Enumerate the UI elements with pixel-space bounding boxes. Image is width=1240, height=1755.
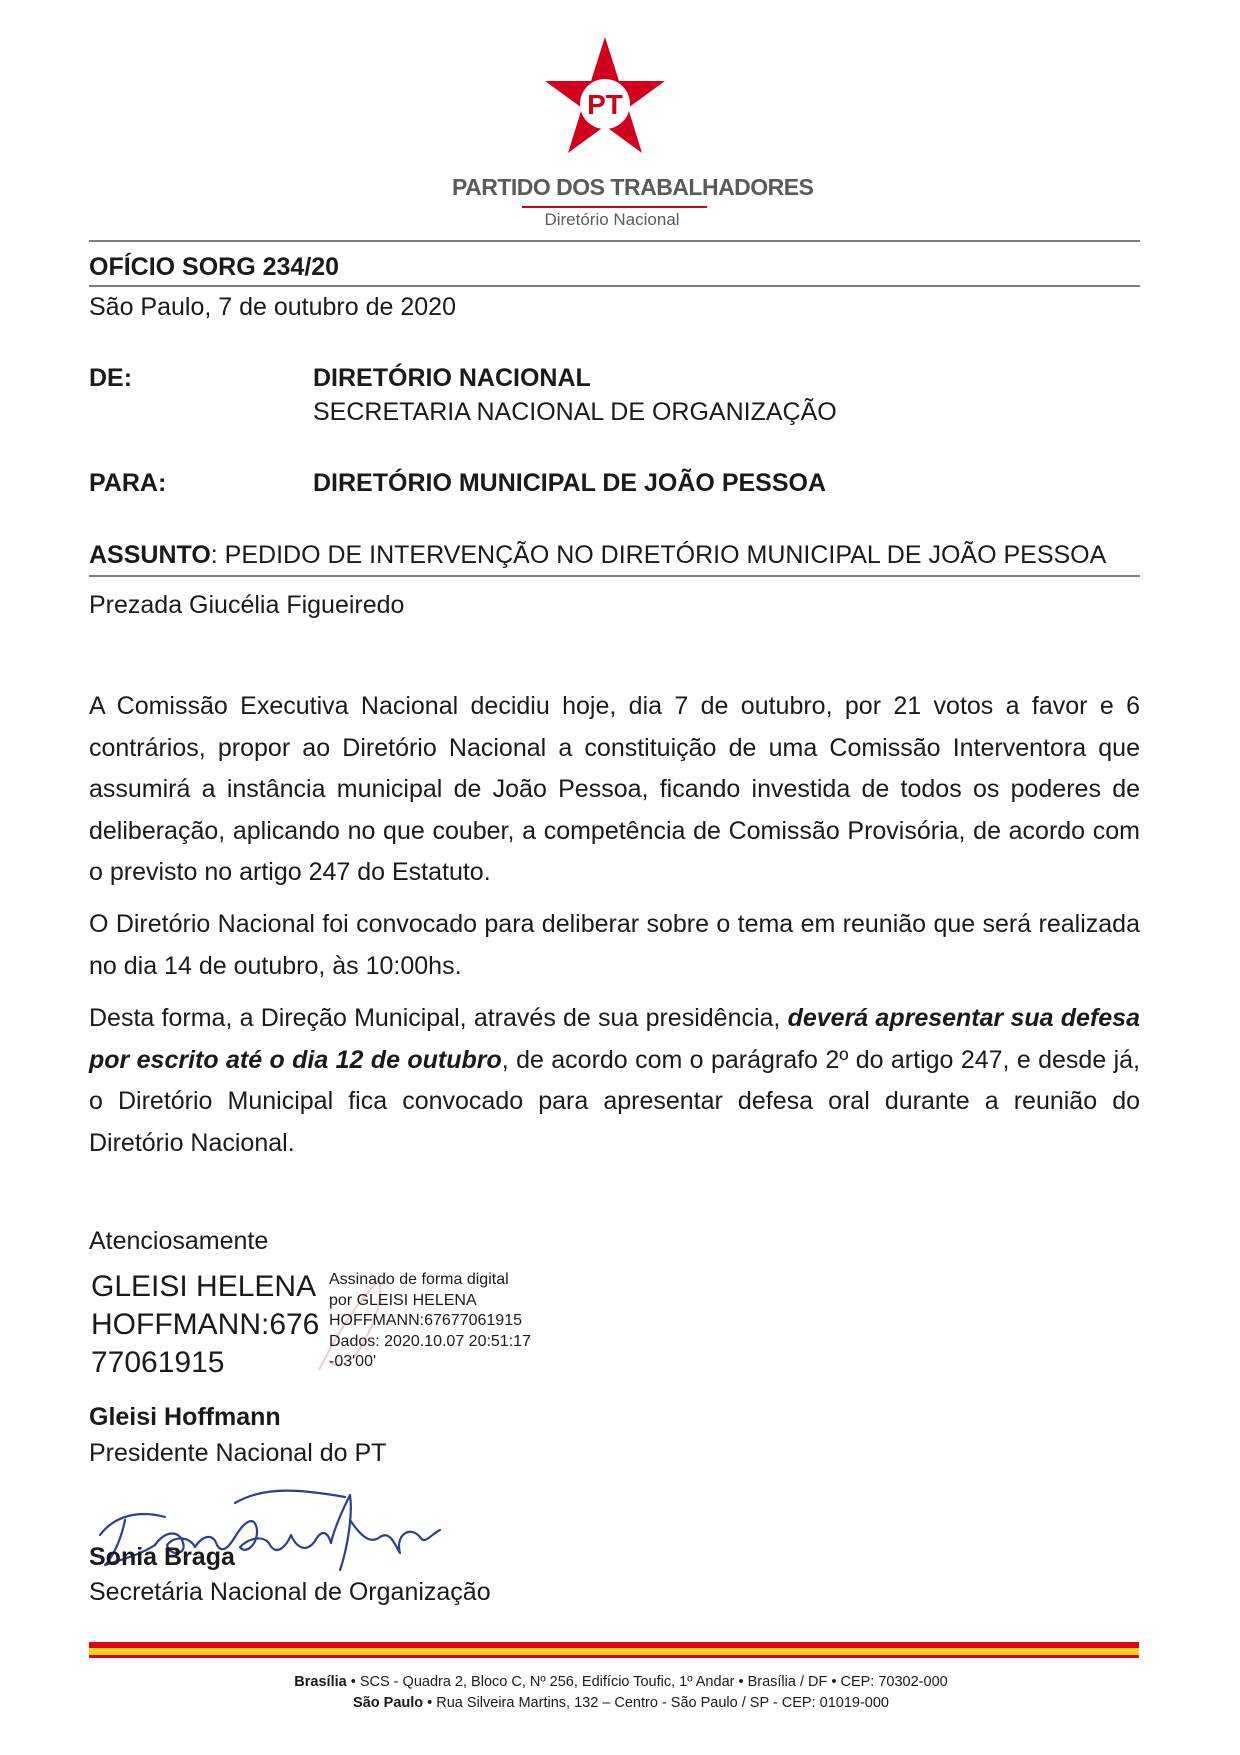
footer-stripe-red-2 (89, 1655, 1139, 1658)
paragraph-1 (89, 686, 1140, 894)
greeting: Prezada Giucélia Figueiredo (89, 591, 405, 619)
footer-address-saopaulo (236, 1693, 1006, 1713)
header-rule-top (89, 240, 1140, 242)
logo-text: PT (587, 89, 623, 120)
signature-info-line4: Dados: 2020.10.07 20:51:17 (329, 1332, 531, 1350)
paragraph-1-text: A Comissão Executiva Nacional decidiu hoje, dia 7 de outubro, por 21 votos a favor e 6 contrários, propor ao Diretório Nacional a constituição de uma Comissão Interventora que assumirá a instância municipal de João Pessoa, ficando investida de todos os poderes de deliberação, aplicando no que couber, a competência de Comissão Provisória, de acordo com o previsto no artigo 247 do Estatuto. (89, 692, 1140, 886)
to-line1: DIRETÓRIO MUNICIPAL DE JOÃO PESSOA (313, 469, 827, 497)
from-label: DE: (89, 364, 133, 392)
paragraph-3-emphasis: deverá apresentar sua defesa por escrito até o dia 12 de outubro (89, 1004, 1140, 1074)
paragraph-2-text: O Diretório Nacional foi convocado para deliberar sobre o tema em reunião que será realizada no dia 14 de outubro, às 10:00hs. (89, 910, 1140, 980)
paragraph-3-text (89, 998, 1140, 1164)
footer-stripe-yellow (89, 1648, 1139, 1655)
signatory-1-name: Gleisi Hoffmann (89, 1403, 281, 1431)
footer-address-brasilia (236, 1672, 1006, 1692)
signatory-2-name: Sonia Braga (89, 1543, 235, 1571)
to-label: PARA: (89, 469, 167, 497)
party-name-underline (522, 206, 707, 208)
paragraph-2 (89, 904, 1140, 987)
signature-info-line1: Assinado de forma digital (329, 1271, 509, 1288)
signature-info (329, 1270, 531, 1373)
footer-address-1: • SCS - Quadra 2, Bloco C, Nº 256, Edifício Toufic, 1º Andar • Brasília / DF • CEP: 70302-000 (346, 1674, 948, 1690)
party-logo (535, 33, 675, 161)
signature-name-line1: GLEISI HELENA (91, 1270, 317, 1303)
signature-info-line2: por GLEISI HELENA (329, 1291, 477, 1309)
party-name (452, 174, 814, 201)
from-line2: SECRETARIA NACIONAL DE ORGANIZAÇÃO (313, 398, 837, 426)
footer-address-2: • Rua Silveira Martins, 132 – Centro - São Paulo / SP - CEP: 01019-000 (423, 1695, 889, 1711)
from-line1: DIRETÓRIO NACIONAL (313, 364, 591, 392)
subject-text: : PEDIDO DE INTERVENÇÃO NO DIRETÓRIO MUNICIPAL DE JOÃO PESSOA (210, 541, 1107, 569)
party-name-part2: TRABALHADORES (610, 174, 814, 200)
paragraph-3-part2: , de acordo com o parágrafo 2º do artigo 247, e desde já, o Diretório Municipal fica convocado para apresentar defesa oral durante a reunião do Diretório Nacional. (89, 1045, 1141, 1157)
signature-info-line3: HOFFMANN:67677061915 (329, 1312, 522, 1329)
subject-rule (89, 575, 1140, 577)
signature-name-line2: HOFFMANN:676 (91, 1308, 320, 1341)
signature-info-line5: -03'00' (329, 1353, 377, 1370)
party-name-part1: PARTIDO DOS (452, 174, 611, 200)
footer-city-1: Brasília (294, 1674, 347, 1690)
star-icon (535, 33, 675, 161)
closing: Atenciosamente (89, 1227, 269, 1255)
memo-number: OFÍCIO SORG 234/20 (89, 253, 340, 281)
subject-label: ASSUNTO (89, 541, 211, 569)
digital-signature (89, 1268, 549, 1386)
party-subname: Diretório Nacional (544, 210, 680, 229)
footer-city-2: São Paulo (353, 1695, 424, 1711)
header-rule-bottom (89, 285, 1140, 287)
subject (89, 540, 1106, 570)
paragraph-3-part1: Desta forma, a Direção Municipal, através de sua presidência, (89, 1004, 788, 1032)
signatory-2-role: Secretária Nacional de Organização (89, 1578, 491, 1606)
signature-name-line3: 77061915 (91, 1346, 225, 1379)
paragraph-3 (89, 998, 1140, 1164)
place-date: São Paulo, 7 de outubro de 2020 (89, 293, 456, 321)
signatory-1-role: Presidente Nacional do PT (89, 1439, 387, 1467)
